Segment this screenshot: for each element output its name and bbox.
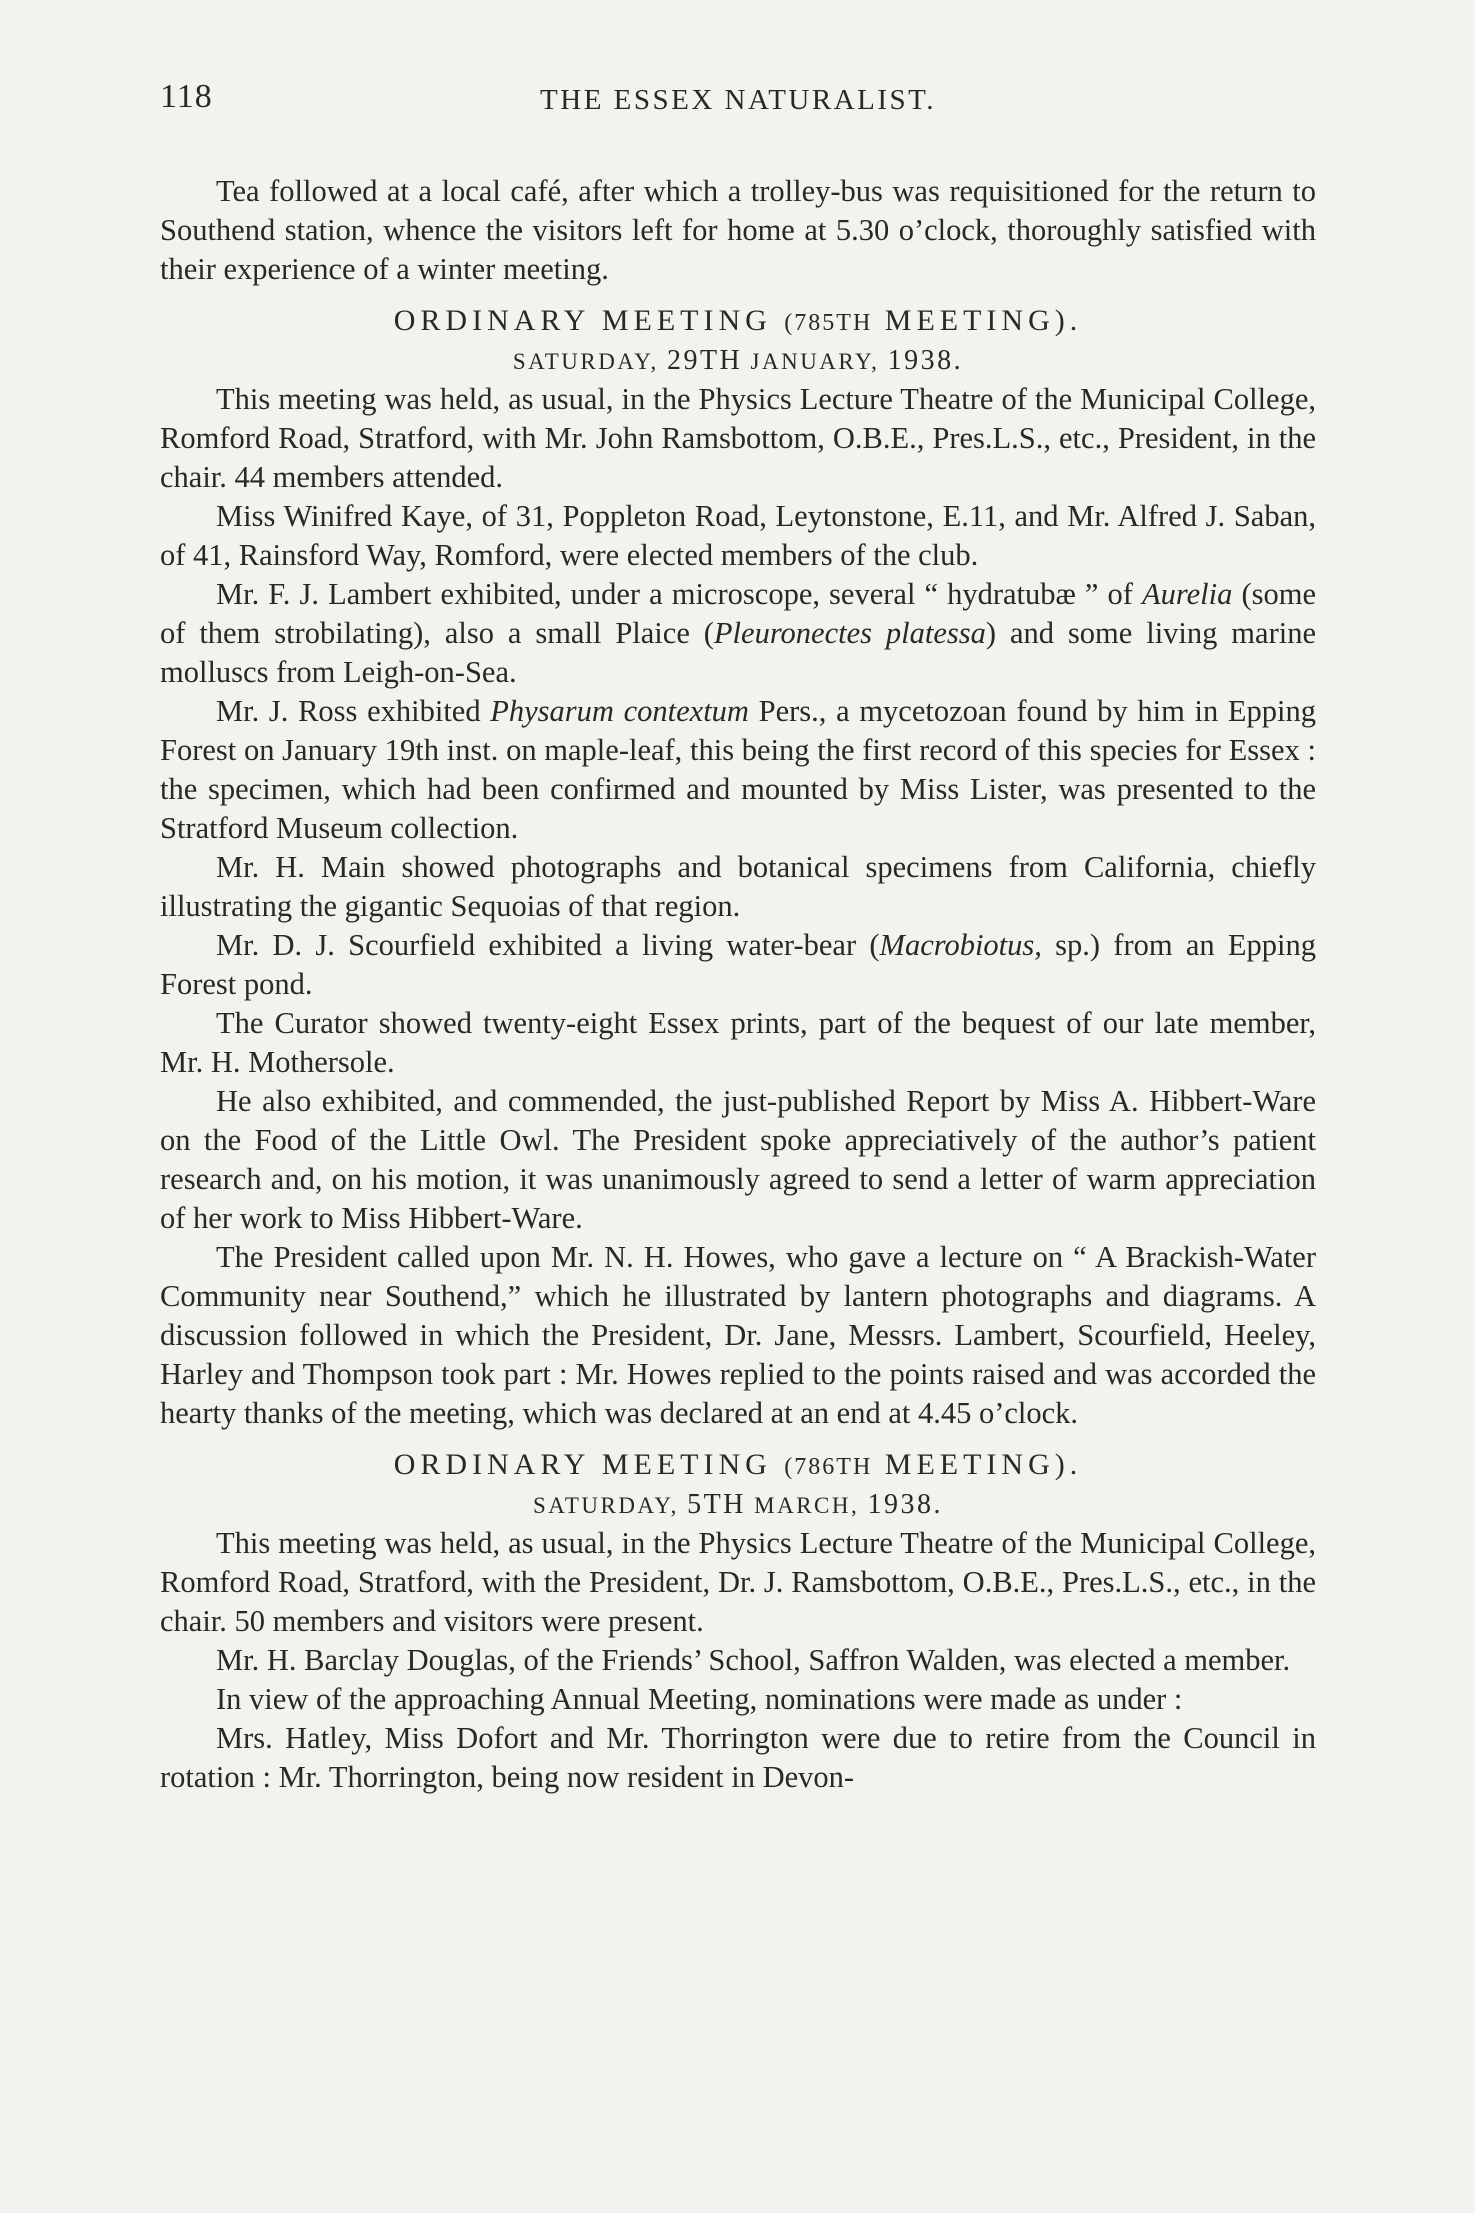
- paragraph: Mr. H. Barclay Douglas, of the Friends’ School, Saffron Walden, was elected a member.: [216, 1643, 1291, 1677]
- paragraph: The Curator showed twenty-eight Essex prints, part of the bequest of our late member, Mr. H. Mothersole.: [160, 1006, 1316, 1079]
- heading-main: ORDINARY MEETING: [393, 1448, 772, 1481]
- paragraph: The President called upon Mr. N. H. Howes, who gave a lecture on “ A Brackish-Water Community near Southend,” which he illustrated by lantern photographs and diagrams. A discussion followed in which the President, Dr. Jane, Messrs. Lambert, Scourfield, Heeley, Harley and Thompson took part : Mr. Howes replied to the points raised and was accorded the hearty thanks of the meeting, which was declared at an end at 4.45 o’clock.: [160, 1240, 1316, 1430]
- paragraph: Mrs. Hatley, Miss Dofort and Mr. Thorrington were due to retire from the Council in rotation : Mr. Thorrington, being now resident in Devon-: [160, 1721, 1316, 1794]
- heading-end: MEETING).: [884, 1448, 1083, 1481]
- date-day: SATURDAY,: [532, 1493, 679, 1518]
- date-number: 5TH: [687, 1489, 746, 1520]
- running-head: [160, 70, 1316, 130]
- text-run: (some of them strobilating), also a small Plaice (: [160, 577, 1316, 650]
- page: [160, 70, 1316, 1797]
- italic-species-name: Pleuronectes platessa: [713, 616, 986, 650]
- paragraph: This meeting was held, as usual, in the Physics Lecture Theatre of the Municipal College, Romford Road, Stratford, with Mr. John Ramsbottom, O.B.E., Pres.L.S., etc., President, in the chair. 44 members attended.: [160, 382, 1316, 494]
- text-run: ) and some living marine molluscs from Leigh-on-Sea.: [160, 616, 1316, 689]
- paragraph: Mr. H. Main showed photographs and botanical specimens from California, chiefly illustrating the gigantic Sequoias of that region.: [160, 850, 1316, 923]
- date-year: 1938.: [867, 1489, 944, 1520]
- paragraph: [160, 575, 1316, 692]
- journal-title: THE ESSEX NATURALIST.: [540, 84, 936, 116]
- heading-end: MEETING).: [884, 304, 1083, 337]
- date-month: JANUARY,: [750, 349, 880, 374]
- heading-main: ORDINARY MEETING: [393, 304, 772, 337]
- text-run: Pers., a mycetozoan found by him in Epping Forest on January 19th inst. on maple-leaf, this being the first record of this species for Essex : the specimen, which had been confirmed and mounted by Miss Lister, was presented to the Stratford Museum collection.: [160, 694, 1316, 845]
- date-year: 1938.: [887, 345, 964, 376]
- italic-species-name: Physarum contextum: [490, 694, 749, 728]
- text-run: Mr. F. J. Lambert exhibited, under a microscope, several “ hydratubæ ” of: [216, 577, 1143, 611]
- page-number: 118: [160, 78, 213, 115]
- paragraph: Miss Winifred Kaye, of 31, Poppleton Road, Leytonstone, E.11, and Mr. Alfred J. Saban, of 41, Rainsford Way, Romford, were elected members of the club.: [160, 499, 1316, 572]
- paragraph: Tea followed at a local café, after which a trolley-bus was requisitioned for the return to Southend station, whence the visitors left for home at 5.30 o’clock, thoroughly satisfied with their experience of a winter meeting.: [160, 174, 1316, 286]
- meeting-date: [160, 343, 1316, 380]
- paragraph: This meeting was held, as usual, in the Physics Lecture Theatre of the Municipal College, Romford Road, Stratford, with the President, Dr. J. Ramsbottom, O.B.E., Pres.L.S., etc., in the chair. 50 members and visitors were present.: [160, 1526, 1316, 1638]
- meeting-heading: [160, 1445, 1316, 1487]
- date-month: MARCH,: [754, 1493, 860, 1518]
- paragraph: In view of the approaching Annual Meeting, nominations were made as under :: [216, 1682, 1183, 1716]
- paragraph: [160, 926, 1316, 1004]
- date-day: SATURDAY,: [512, 349, 659, 374]
- text-run: sp.) from an Epping Forest pond.: [160, 928, 1316, 1001]
- text-run: Mr. J. Ross exhibited: [216, 694, 491, 728]
- meeting-heading: [160, 301, 1316, 343]
- paragraph: He also exhibited, and commended, the just-published Report by Miss A. Hibbert-Ware on the Food of the Little Owl. The President spoke appreciatively of the author’s patient research and, on his motion, it was unanimously agreed to send a letter of warm appreciation of her work to Miss Hibbert-Ware.: [160, 1084, 1316, 1235]
- meeting-date: [160, 1487, 1316, 1524]
- heading-number: (786TH: [784, 1454, 873, 1480]
- date-number: 29TH: [666, 345, 743, 376]
- italic-species-name: Macrobiotus,: [879, 928, 1042, 962]
- paragraph: [160, 692, 1316, 848]
- heading-number: (785TH: [784, 310, 873, 336]
- italic-species-name: Aurelia: [1142, 577, 1233, 611]
- text-run: Mr. D. J. Scourfield exhibited a living water-bear (: [216, 928, 880, 962]
